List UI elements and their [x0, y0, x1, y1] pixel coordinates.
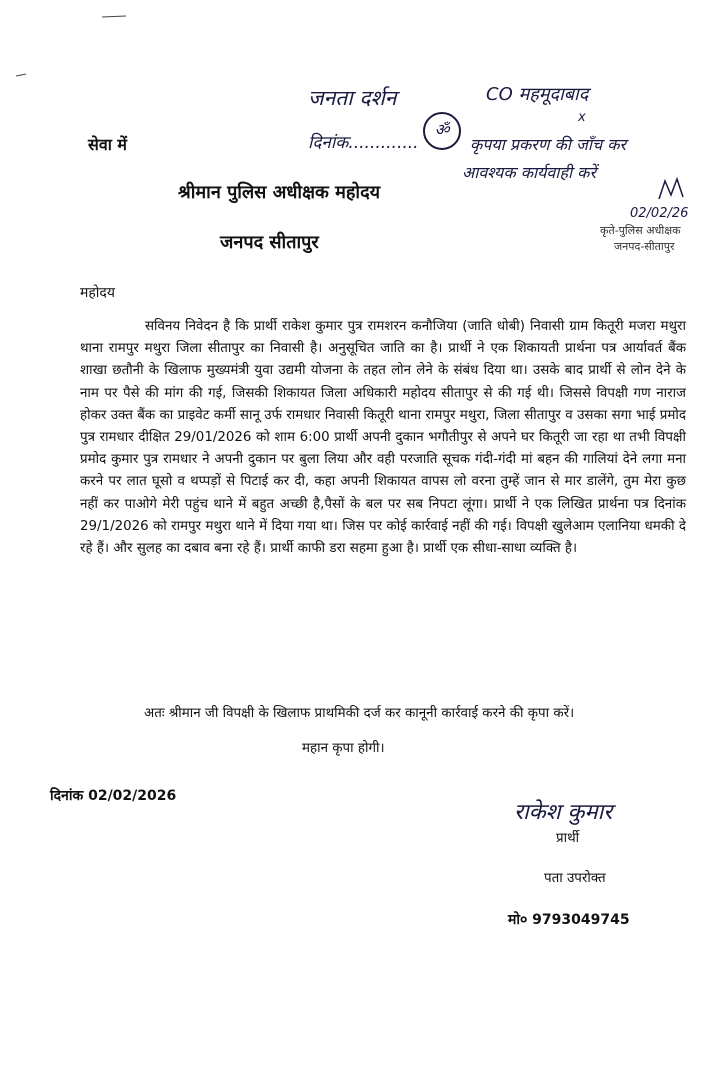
handwritten-dinank: दिनांक............. [308, 133, 419, 153]
scan-mark [14, 70, 30, 80]
handwritten-signature: राकेश कुमार [514, 800, 613, 825]
handwritten-note-line1: कृपया प्रकरण की जाँच कर [470, 135, 627, 154]
circle-sign-text: ॐ [434, 120, 450, 139]
applicant-address: पता उपरोक्त [544, 871, 606, 886]
handwritten-note-date: 02/02/26 [630, 206, 689, 221]
handwritten-x-mark: x [578, 110, 586, 125]
official-stamp-line2: जनपद-सीतापुर [614, 240, 675, 253]
handwritten-co-line: CO महमूदाबाद [486, 84, 589, 105]
prayer-line: अतः श्रीमान जी विपक्षी के खिलाफ प्राथमिकी दर्ज कर कानूनी कार्रवाई करने की कृपा करें। [144, 706, 575, 721]
closing-line: महान कृपा होगी। [302, 741, 385, 756]
addressee-title: श्रीमान पुलिस अधीक्षक महोदय [178, 182, 381, 203]
district-title: जनपद सीतापुर [220, 232, 319, 253]
applicant-mobile: मो० 9793049745 [508, 912, 630, 928]
salutation: महोदय [80, 285, 115, 301]
body-paragraph: सविनय निवेदन है कि प्रार्थी राकेश कुमार पुत्र रामशरन कनौजिया (जाति धोबी) निवासी ग्राम कितूरी मजरा मथुरा थाना रामपुर मथुरा जिला सीतापुर का निवासी है। अनुसूचित जाति का है। प्रार्थी ने एक शिकायती प्रार्थना पत्र आर्यावर्त बैंक शाखा छतौनी के खिलाफ मुख्यमंत्री युवा उद्यमी योजना के तहत लोन लेने के संबंध दिया था। उसके बाद प्रार्थी से लोन देने के नाम पर पैसे की मांग की गई, जिसकी शिकायत जिला अधिकारी महोदय सीतापुर से की गई थी। जिससे विपक्षी गण नाराज होकर उक्त बैंक का प्राइवेट कर्मी सानू उर्फ रामधार निवासी कितूरी थाना रामपुर मथुरा, जिला सीतापुर व उसका सगा भाई प्रमोद पुत्र रामधार दीक्षित 29/01/2026 को शाम 6:00 प्रार्थी अपनी दुकान भगौतीपुर से अपने घर कितूरी जा रहा था तभी विपक्षी प्रमोद कुमार पुत्र रामधार ने अपनी दुकान पर बुला लिया और वही परजाति सूचक गंदी-गंदी मां बहन की गालियां देने लगा मना करने पर लात घूसो व थप्पड़ों से पिटाई कर दी, कहा अपनी शिकायत वापस लो वरना तुम्हें जान से मार डालेंगे, तुम मेरा कुछ नहीं कर पाओगे मेरी पहुंच थाने में बहुत अच्छी है,पैसों के बल पर सब निपटा लूंगा। प्रार्थी ने एक लिखित प्रार्थना पत्र दिनांक 29/1/2026 को रामपुर मथुरा थाने में दिया गया था। जिस पर कोई कार्रवाई नहीं की गई। विपक्षी खुलेआम एलानिया धमकी दे रहे हैं। और सुलह का दबाव बना रहे हैं। प्रार्थी काफी डरा सहमा हुआ है। प्रार्थी एक सीधा-साधा व्यक्ति है। [80, 319, 686, 557]
official-stamp-line1: कृते-पुलिस अधीक्षक [600, 224, 681, 237]
date-line: दिनांक 02/02/2026 [50, 788, 177, 804]
handwritten-initial-mark [655, 175, 695, 203]
handwritten-janta-darshan: जनता दर्शन [308, 86, 397, 110]
handwritten-note-line2: आवश्यक कार्यवाही करें [462, 163, 597, 182]
circle-sign [423, 112, 461, 150]
applicant-label: प्रार्थी [556, 831, 580, 846]
letter-body [80, 316, 686, 560]
scan-mark [100, 12, 130, 22]
seva-mein: सेवा में [88, 135, 127, 154]
